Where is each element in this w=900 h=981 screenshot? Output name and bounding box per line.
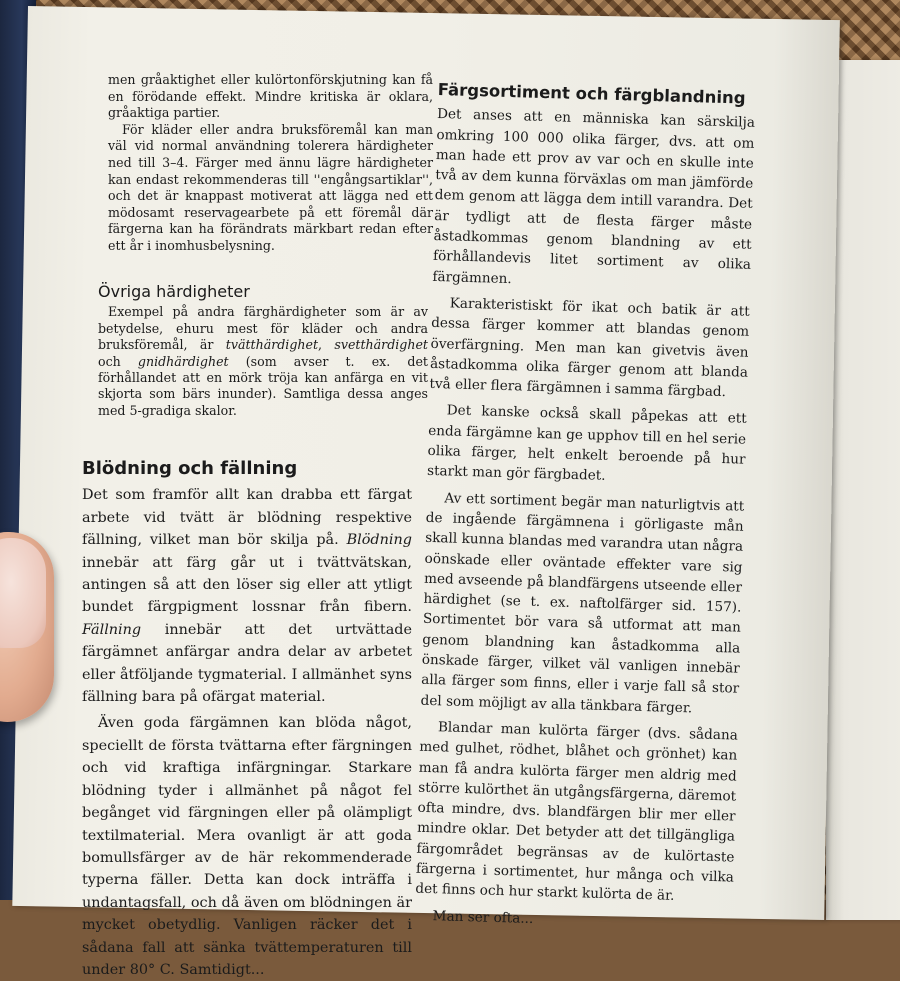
paragraph: Exempel på andra färghärdigheter som är av betydelse, ehuru mest för kläder och andra bruksföremål, är tvätthärdighet, svetthärdighet och gnidhärdighet (som avser t. ex. det förhållandet att en mörk tröja kan anfärga en vit skjorta som bärs inunder). Samtliga dessa anges med 5-gradiga skalor. — [98, 304, 428, 418]
paragraph: Det kanske också skall påpekas att ett enda färgämne kan ge upphov till en hel serie olika färger, helt enkelt beroende på hur starkt man gör färgbadet. — [426, 402, 747, 485]
fargsortiment-section — [414, 80, 756, 940]
paragraph: Blandar man kulörta färger (dvs. sådana med gulhet, rödhet, blåhet och grönhet) kan man få andra kulörta färger men aldrig med större kulörthet än utgångsfärgerna, däremot ofta mindre, dvs. blandfärgen blir mer eller mindre oklar. Det betyder att det tillgängliga färgområdet begränsas av de kulörtaste färgerna i sortimentet, hur många och vilka det finns och hur starkt kulörta de är. — [415, 719, 739, 905]
thumbnail — [0, 538, 46, 648]
next-page-edge — [826, 60, 900, 920]
paragraph: Av ett sortiment begär man naturligtvis att de ingående färgämnena i görligaste mån skall kunna blandas med varandra utan några oönskade eller oväntade effekter vare sig med avseende på blandfärgens utseende eller härdighet (se t. ex. naftolfärger sid. 157). Sortimentet bör vara så utformat att man genom blandning kan åstadkomma alla önskade färger, vilket väl vanligen innebär alla färger som finns, eller i varje fall så stor del som möjligt av alla tänkbara färger. — [420, 489, 745, 716]
paragraph: Även goda färgämnen kan blöda något, speciellt de första tvättarna efter färgningen och vid kraftiga infärgningar. Starkare blödning tyder i allmänhet på något fel begånget vid färgningen eller på olämpligt textilmaterial. Mera ovanligt är att goda bomullsfärger av de här rekommenderade typerna fäller. Detta kan dock inträffa i undantagsfall, och då även om blödningen är mycket obetydlig. Vanligen räcker det i sådana fall att sänka tvättemperaturen till under 80° C. Samtidigt... — [82, 715, 412, 978]
paragraph: För kläder eller andra bruksföremål kan man väl vid normal användning tolerera härdigheter ned till 3–4. Färger med ännu lägre härdigheter kan endast rekommenderas till ''engångsartiklar'', och det är knappast motiverat att lägga ned ett mödosamt reservagearbete på ett föremål där färgerna kan ha förändrats märkbart redan efter ett år i inomhusbelysning. — [108, 121, 433, 253]
paragraph: Det som framför allt kan drabba ett färgat arbete vid tvätt är blödning respektive fällning, vilket man bör skilja på. Blödning innebär att färg går ut i tvättvätskan, antingen så att den löser sig eller att ytligt bundet färgpigment lossnar från fibern. Fällning innebär att det urtvättade färgämnet anfärgar andra delar av arbetet eller åtföljande tygmaterial. I allmänhet syns fällning bara på ofärgat material. — [82, 487, 412, 706]
blodning-section — [82, 458, 412, 981]
paragraph: Man ser ofta... — [432, 907, 534, 927]
section-heading: Övriga härdigheter — [98, 282, 250, 301]
section-heading: Blödning och fällning — [82, 458, 298, 479]
left-top-section — [108, 72, 433, 255]
paragraph: men gråaktighet eller kulörtonförskjutning kan få en förödande effekt. Mindre kritiska är oklara, gråaktiga partier. — [108, 72, 433, 121]
section-heading: Färgsortiment och färgblandning — [437, 80, 746, 108]
ovriga-section — [98, 284, 428, 419]
paragraph: Karakteristiskt för ikat och batik är att dessa färger kommer att blandas genom överfärgning. Men man kan givetvis även åstadkomma olika färger genom att blanda två eller flera färgämnen i samma färgbad. — [429, 295, 750, 401]
paragraph: Det anses att en människa kan särskilja omkring 100 000 olika färger, dvs. att om man hade ett prov av var och en skulle inte två av dem kunna förväxlas om man jämförde dem genom att lägga dem intill varandra. Det är tydligt att de flesta färger måste åstadkommas genom blandning av ett förhållandevis litet sortiment av olika färgämnen. — [432, 106, 756, 287]
